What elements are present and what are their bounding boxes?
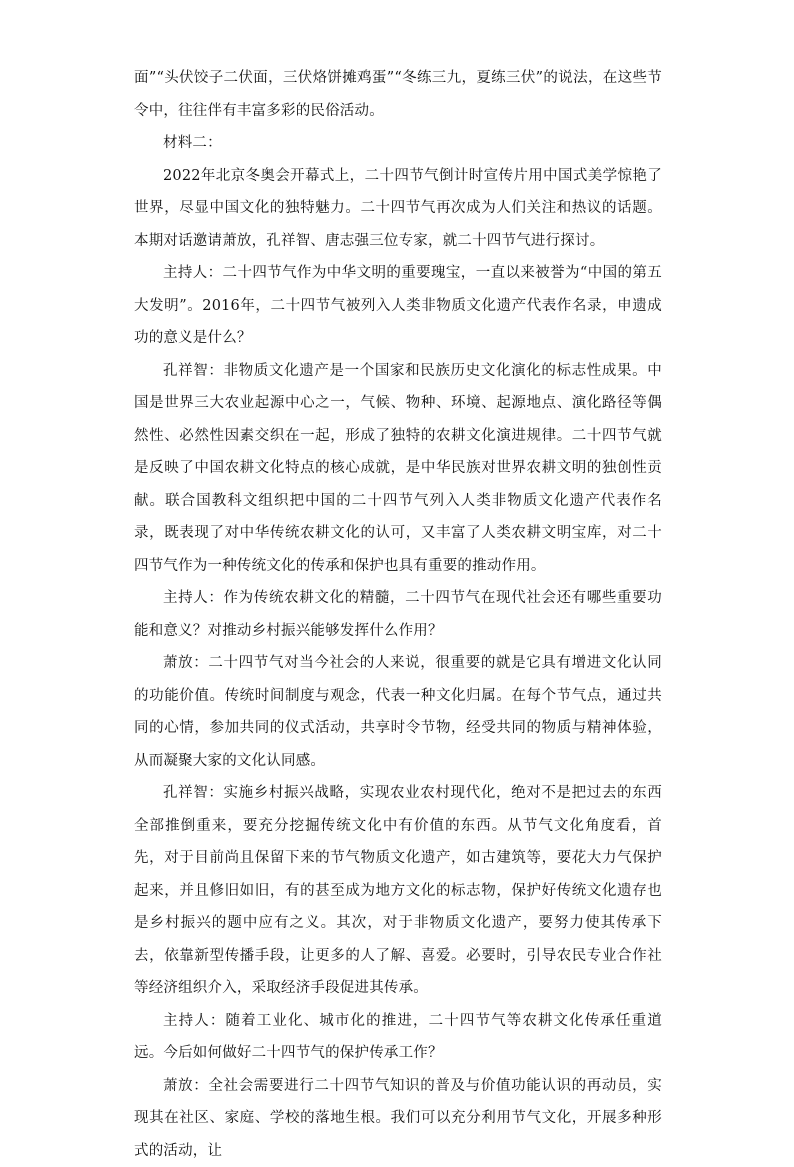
paragraph-kong-answer-2: 孔祥智：实施乡村振兴战略，实现农业农村现代化，绝对不是把过去的东西全部推倒重来，要充分挖掘传统文化中有价值的东西。从节气文化角度看，首先，对于目前尚且保留下来的节气物质文化遗产，如古建筑等，要花大力气保护起来，并且修旧如旧，有的甚至成为地方文化的标志物，保护好传统文化遗存也是乡村振兴的题中应有之义。其次，对于非物质文化遗产，要努力使其传承下去，依靠新型传播手段，让更多的人了解、喜爱。必要时，引导农民专业合作社等经济组织介入，采取经济手段促进其传承。 — [134, 777, 662, 1005]
paragraph-kong-answer-1: 孔祥智：非物质文化遗产是一个国家和民族历史文化演化的标志性成果。中国是世界三大农业起源中心之一，气候、物种、环境、起源地点、演化路径等偶然性、必然性因素交织在一起，形成了独特的农耕文化演进规律。二十四节气就是反映了中国农耕文化特点的核心成就，是中华民族对世界农耕文明的独创性贡献。联合国教科文组织把中国的二十四节气列入人类非物质文化遗产代表作名录，既表现了对中华传统农耕文化的认可，又丰富了人类农耕文明宝库，对二十四节气作为一种传统文化的传承和保护也具有重要的推动作用。 — [134, 355, 662, 583]
paragraph-host-question-1: 主持人：二十四节气作为中华文明的重要瑰宝，一直以来被誉为“中国的第五大发明”。2016年，二十四节气被列入人类非物质文化遗产代表作名录，申遗成功的意义是什么？ — [134, 257, 662, 355]
paragraph-continuation: 面”“头伏饺子二伏面，三伏烙饼摊鸡蛋”“冬练三九，夏练三伏”的说法，在这些节令中，往往伴有丰富多彩的民俗活动。 — [134, 62, 662, 127]
paragraph-intro: 2022年北京冬奥会开幕式上，二十四节气倒计时宣传片用中国式美学惊艳了世界，尽显中国文化的独特魅力。二十四节气再次成为人们关注和热议的话题。本期对话邀请萧放，孔祥智、唐志强三位专家，就二十四节气进行探讨。 — [134, 160, 662, 258]
document-body — [134, 62, 662, 1167]
paragraph-host-question-2: 主持人：作为传统农耕文化的精髓，二十四节气在现代社会还有哪些重要功能和意义？对推动乡村振兴能够发挥什么作用？ — [134, 582, 662, 647]
paragraph-host-question-3: 主持人：随着工业化、城市化的推进，二十四节气等农耕文化传承任重道远。今后如何做好二十四节气的保护传承工作？ — [134, 1005, 662, 1070]
paragraph-xiao-answer-1: 萧放：二十四节气对当今社会的人来说，很重要的就是它具有增进文化认同的功能价值。传统时间制度与观念，代表一种文化归属。在每个节气点，通过共同的心情，参加共同的仪式活动，共享时令节物，经受共同的物质与精神体验，从而凝聚大家的文化认同感。 — [134, 647, 662, 777]
material-two-heading: 材料二： — [134, 127, 662, 160]
paragraph-xiao-answer-2: 萧放：全社会需要进行二十四节气知识的普及与价值功能认识的再动员，实现其在社区、家庭、学校的落地生根。我们可以充分利用节气文化，开展多种形式的活动，让 — [134, 1070, 662, 1167]
